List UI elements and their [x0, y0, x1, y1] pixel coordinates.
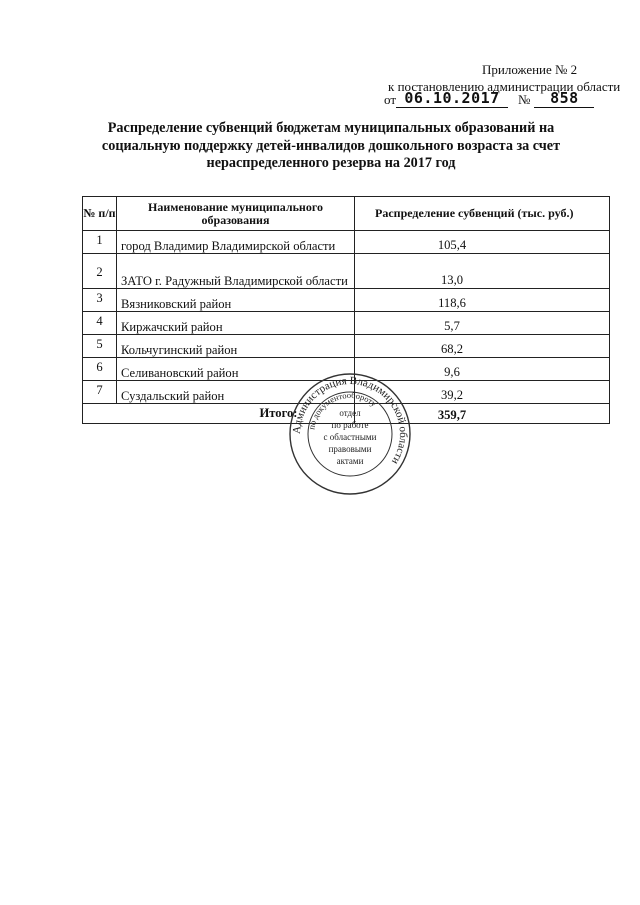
row-value: 39,2 — [355, 381, 610, 404]
stamp-line: отдел — [339, 408, 361, 418]
row-value: 68,2 — [355, 335, 610, 358]
header-value: Распределение субвенций (тыс. руб.) — [355, 197, 610, 231]
date-prefix: от — [384, 92, 397, 107]
row-value: 5,7 — [355, 312, 610, 335]
table-header-row — [83, 197, 610, 231]
row-name: город Владимир Владимирской области — [117, 231, 355, 254]
row-value: 9,6 — [355, 358, 610, 381]
row-num: 6 — [83, 358, 117, 381]
table-row — [83, 312, 610, 335]
row-num: 4 — [83, 312, 117, 335]
row-num: 7 — [83, 381, 117, 404]
row-value: 13,0 — [355, 254, 610, 289]
stamp-line: правовыми — [328, 444, 372, 454]
header-name: Наименование муниципального образования — [117, 197, 355, 231]
table-row — [83, 231, 610, 254]
document-title: Распределение субвенций бюджетам муниципальных образований на социальную поддержку детей-инвалидов дошкольного возраста за счет нераспределенного резерва на 2017 год — [101, 120, 561, 171]
appendix-label: Приложение № 2 — [482, 62, 578, 77]
row-name: Вязниковский район — [117, 289, 355, 312]
row-name: Селивановский район — [117, 358, 355, 381]
number-sign: № — [518, 92, 531, 107]
stamp-line: актами — [336, 456, 364, 466]
date-number-row — [384, 89, 594, 108]
row-name: Суздальский район — [117, 381, 355, 404]
table-row — [83, 254, 610, 289]
stamp-ring-text: Администрация Владимирской области — [290, 374, 410, 467]
header-num: № п/п — [83, 197, 117, 231]
row-value: 118,6 — [355, 289, 610, 312]
row-num: 3 — [83, 289, 117, 312]
table-row — [83, 335, 610, 358]
row-num: 1 — [83, 231, 117, 254]
document-date: 06.10.2017 — [396, 89, 508, 108]
row-num: 5 — [83, 335, 117, 358]
row-name: ЗАТО г. Радужный Владимирской области — [117, 254, 355, 289]
row-num: 2 — [83, 254, 117, 289]
official-stamp — [288, 372, 412, 496]
document-number: 858 — [534, 89, 594, 108]
total-label: Итого: — [83, 404, 355, 424]
row-name: Кольчугинский район — [117, 335, 355, 358]
table-row — [83, 289, 610, 312]
stamp-line: с областными — [323, 432, 377, 442]
stamp-inner-top-text: по документообороту — [306, 389, 379, 431]
total-value: 359,7 — [355, 404, 610, 424]
stamp-line: по работе — [331, 420, 369, 430]
resolution-label: к постановлению администрации области — [388, 79, 621, 94]
row-value: 105,4 — [355, 231, 610, 254]
row-name: Киржачский район — [117, 312, 355, 335]
